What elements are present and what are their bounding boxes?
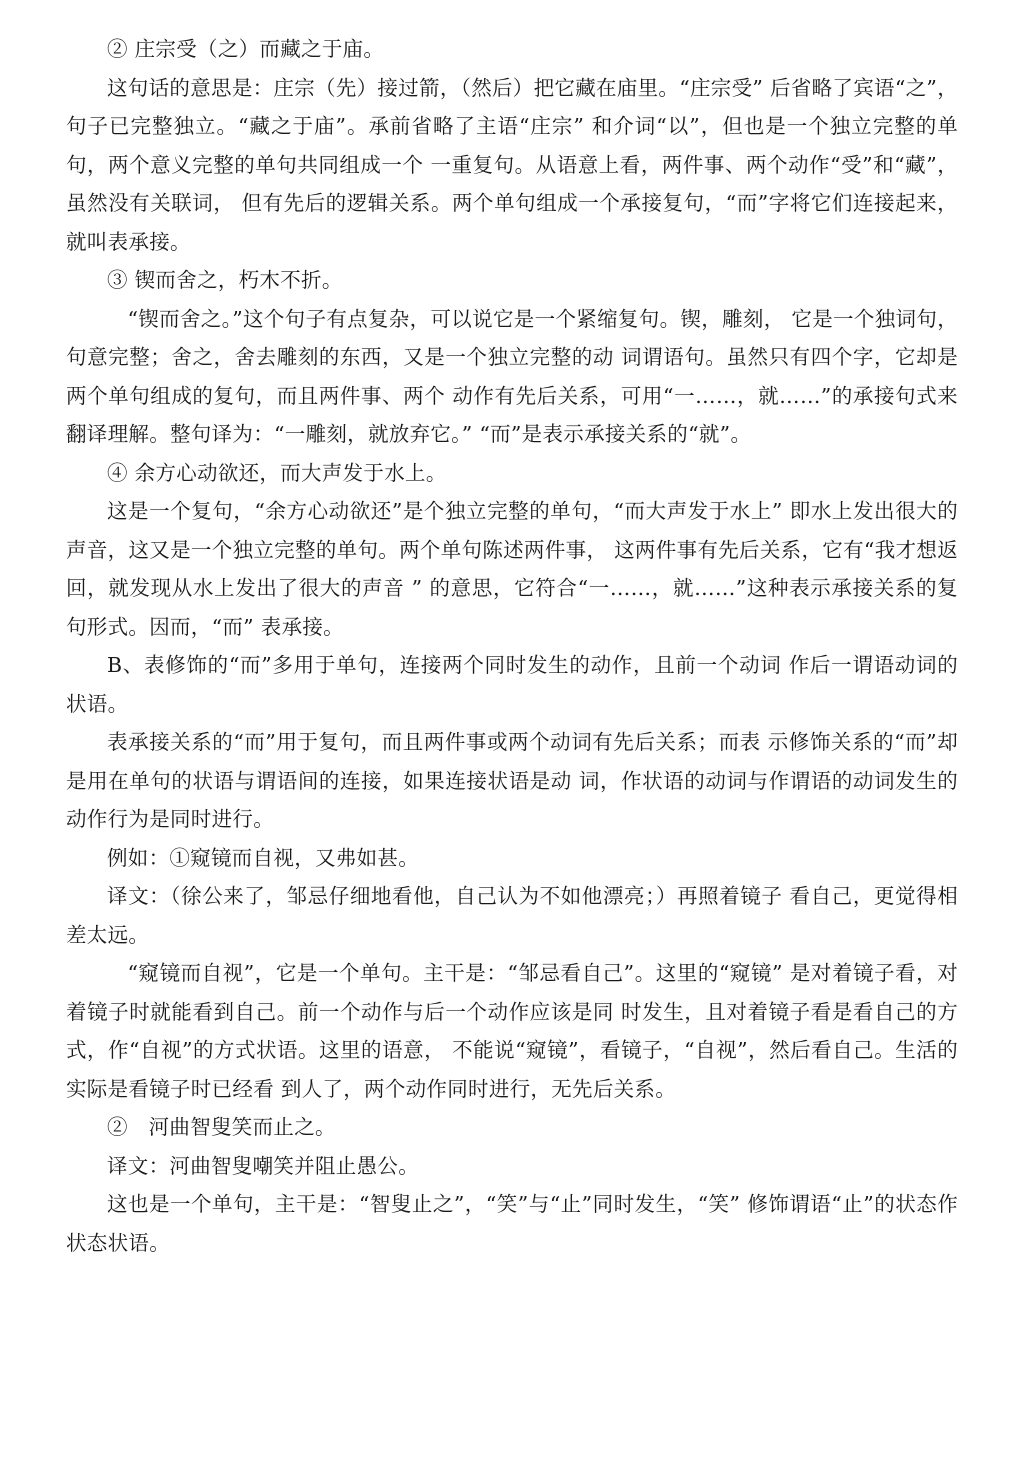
document-page	[66, 30, 958, 1262]
example-heading-2b: ② 河曲智叟笑而止之。	[107, 1115, 336, 1139]
example-heading-3: ③ 锲而舍之，朽木不折。	[107, 268, 343, 292]
explanation-paragraph: 表承接关系的“而”用于复句，而且两件事或两个动词有先后关系；而表 示修饰关系的“而”却是用在单句的状语与谓语间的连接，如果连接状语是动 词，作状语的动词与作谓语的动词发生的动作行为是同时进行。	[66, 730, 958, 831]
explanation-paragraph: “窥镜而自视”，它是一个单句。主干是：“邹忌看自己”。这里的“窥镜” 是对着镜子看，对着镜子时就能看到自己。前一个动作与后一个动作应该是同 时发生，且对着镜子看是看自己的方式，作“自视”的方式状语。这里的语意， 不能说“窥镜”，看镜子，“自视”，然后看自己。生活的实际是看镜子时已经看 到人了，两个动作同时进行，无先后关系。	[66, 961, 958, 1101]
translation-paragraph: 译文：（徐公来了，邹忌仔细地看他，自己认为不如他漂亮；）再照着镜子 看自己，更觉得相差太远。	[66, 884, 958, 947]
example-heading-4: ④ 余方心动欲还，而大声发于水上。	[107, 460, 447, 485]
explanation-paragraph: 这也是一个单句，主干是：“智叟止之”，“笑”与“止”同时发生，“笑” 修饰谓语“止”的状态作状态状语。	[66, 1192, 958, 1255]
explanation-paragraph: “锲而舍之。”这个句子有点复杂，可以说它是一个紧缩复句。锲，雕刻， 它是一个独词句，句意完整；舍之，舍去雕刻的东西，又是一个独立完整的动 词谓语句。虽然只有四个字，它却是两个单句组成的复句，而且两件事、两个 动作有先后关系，可用“一……，就……”的承接句式来翻译理解。整句译为：“一雕刻，就放弃它。” “而”是表示承接关系的“就”。	[66, 306, 958, 446]
section-heading-b: B、表修饰的“而”多用于单句，连接两个同时发生的动作，且前一个动词 作后一谓语动词的状语。	[66, 653, 958, 716]
translation-paragraph: 译文：河曲智叟嘲笑并阻止愚公。	[107, 1153, 419, 1178]
explanation-paragraph: 这是一个复句，“余方心动欲还”是个独立完整的单句，“而大声发于水上” 即水上发出很大的声音，这又是一个独立完整的单句。两个单句陈述两件事， 这两件事有先后关系，它有“我才想返回，就发现从水上发出了很大的声音 ” 的意思，它符合“一……，就……”这种表示承接关系的复句形式。因而，“而” 表承接。	[66, 499, 958, 639]
explanation-paragraph: 这句话的意思是：庄宗（先）接过箭，（然后）把它藏在庙里。“庄宗受” 后省略了宾语“之”，句子已完整独立。“藏之于庙”。承前省略了主语“庄宗” 和介词“以”，但也是一个独立完整的单句，两个意义完整的单句共同组成一个 一重复句。从语意上看，两件事、两个动作“受”和“藏”，虽然没有关联词， 但有先后的逻辑关系。两个单句组成一个承接复句，“而”字将它们连接起来， 就叫表承接。	[66, 75, 958, 254]
example-heading-1: 例如：①窥镜而自视，又弗如甚。	[107, 845, 419, 870]
example-heading-2: ② 庄宗受（之）而藏之于庙。	[107, 37, 385, 61]
